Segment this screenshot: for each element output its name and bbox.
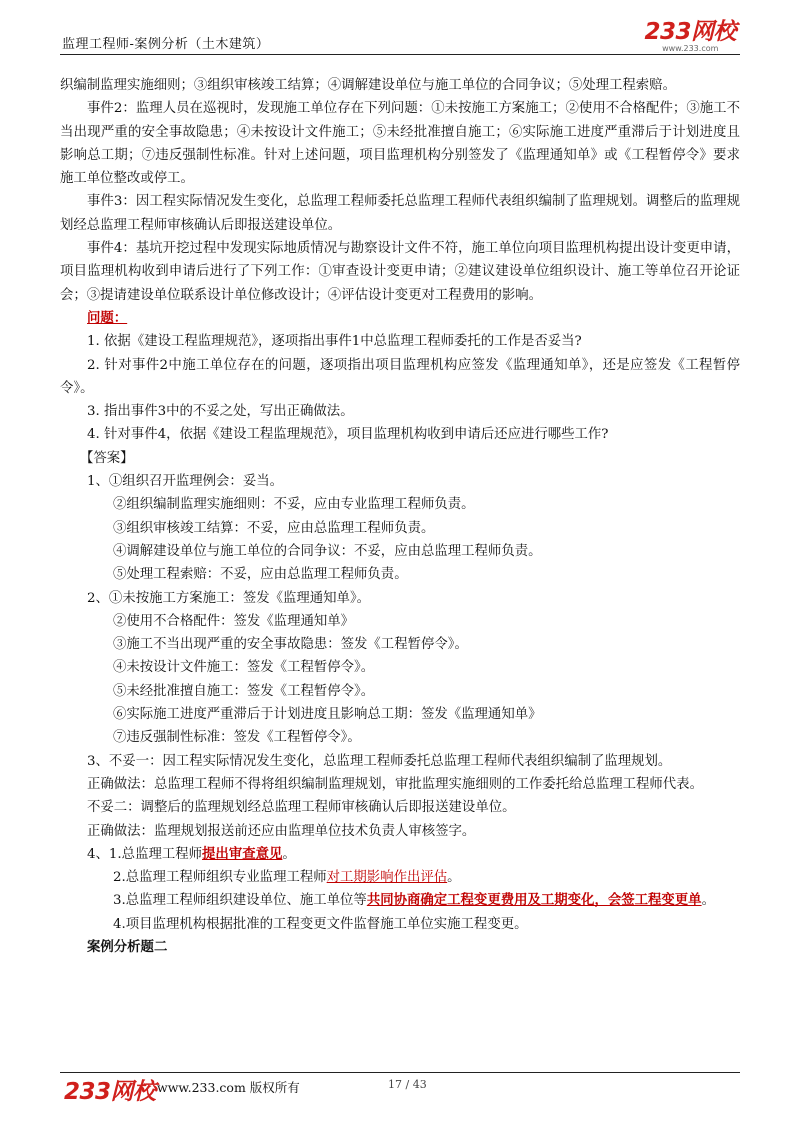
document-title: 监理工程师-案例分析（土木建筑） bbox=[62, 37, 270, 52]
header-divider bbox=[60, 54, 740, 55]
answer-4-item bbox=[60, 843, 740, 866]
answer-1-item: ⑤处理工程索赔：不妥，应由总监理工程师负责。 bbox=[113, 567, 408, 583]
question-heading-text: 问题： bbox=[87, 309, 128, 326]
footer-divider bbox=[60, 1072, 740, 1073]
answer-4-item bbox=[60, 889, 740, 912]
answer-1-item: 1、①组织召开监理例会：妥当。 bbox=[87, 474, 283, 490]
answer-2-item: ③施工不当出现严重的安全事故隐患：签发《工程暂停令》。 bbox=[113, 637, 468, 653]
answer-4-text: 2.总监理工程师组织专业监理工程师 bbox=[113, 870, 327, 886]
answer-4-highlight: 对工期影响作出评估 bbox=[326, 870, 448, 886]
answer-2-item: ④未按设计文件施工：签发《工程暂停令》。 bbox=[113, 660, 375, 676]
event-3-paragraph: 事件3：因工程实际情况发生变化，总监理工程师委托总监理工程师代表组织编制了监理规划。调整后的监理规划经总监理工程师审核确认后即报送建设单位。 bbox=[60, 194, 740, 233]
question-4: 4. 针对事件4，依据《建设工程监理规范》，项目监理机构收到申请后还应进行哪些工作? bbox=[87, 427, 609, 443]
answer-3-item: 正确做法：监理规划报送前还应由监理单位技术负责人审核签字。 bbox=[87, 823, 476, 839]
question-2: 2. 针对事件2中施工单位存在的问题，逐项指出项目监理机构应签发《监理通知单》，还是应签发《工程暂停令》。 bbox=[60, 357, 740, 396]
answer-4-highlight: 共同协商确定工程变更费用及工期变化，会签工程变更单 bbox=[366, 892, 702, 909]
answer-1-item: ③组织审核竣工结算：不妥，应由总监理工程师负责。 bbox=[113, 520, 435, 536]
answer-4-text: 4、1.总监理工程师 bbox=[87, 846, 203, 862]
answer-4-highlight: 提出审查意见 bbox=[202, 845, 283, 862]
answer-4-text: 。 bbox=[701, 893, 715, 909]
copyright-text: www.233.com 版权所有 bbox=[157, 1080, 300, 1095]
logo-brand-text: 233网校 bbox=[644, 19, 736, 45]
paragraph: 织编制监理实施细则；③组织审核竣工结算；④调解建设单位与施工单位的合同争议；⑤处理工程索赔。 bbox=[60, 78, 676, 93]
answer-4-item bbox=[60, 866, 740, 889]
section-title: 案例分析题二 bbox=[87, 938, 168, 955]
answer-3-item: 不妥二：调整后的监理规划经总监理工程师审核确认后即报送建设单位。 bbox=[87, 800, 516, 816]
answer-2-item: ⑤未经批准擅自施工：签发《工程暂停令》。 bbox=[113, 683, 375, 699]
answer-3-item: 3、不妥一：因工程实际情况发生变化，总监理工程师委托总监理工程师代表组织编制了监理规划。 bbox=[87, 753, 672, 769]
footer-logo[interactable]: 233网校 bbox=[64, 1079, 156, 1105]
answer-2-item: ②使用不合格配件：签发《监理通知单》 bbox=[113, 613, 355, 629]
event-4-paragraph: 事件4：基坑开挖过程中发现实际地质情况与勘察设计文件不符，施工单位向项目监理机构提出设计变更申请，项目监理机构收到申请后进行了下列工作：①审查设计变更申请；②建议建设单位组织设计、施工等单位召开论证会；③提请建设单位联系设计单位修改设计；④评估设计变更对工程费用的影响。 bbox=[60, 241, 740, 303]
answer-heading: 【答案】 bbox=[80, 450, 134, 466]
answer-4-text: 。 bbox=[447, 870, 461, 886]
answer-2-item: ⑦违反强制性标准：签发《工程暂停令》。 bbox=[113, 730, 361, 746]
page-number: 17 / 43 bbox=[388, 1078, 427, 1091]
answer-4-text: 3.总监理工程师组织建设单位、施工单位等 bbox=[113, 893, 367, 909]
site-logo[interactable] bbox=[644, 20, 736, 53]
answer-1-item: ②组织编制监理实施细则：不妥，应由专业监理工程师负责。 bbox=[113, 497, 475, 513]
question-3: 3. 指出事件3中的不妥之处，写出正确做法。 bbox=[87, 404, 354, 420]
document-body bbox=[60, 74, 740, 959]
question-heading bbox=[60, 307, 740, 330]
answer-4-text: 。 bbox=[282, 846, 296, 862]
answer-1-item: ④调解建设单位与施工单位的合同争议：不妥，应由总监理工程师负责。 bbox=[113, 543, 542, 559]
question-1: 1. 依据《建设工程监理规范》，逐项指出事件1中总监理工程师委托的工作是否妥当? bbox=[87, 334, 582, 350]
answer-2-item: ⑥实际施工进度严重滞后于计划进度且影响总工期：签发《监理通知单》 bbox=[113, 707, 542, 723]
logo-url-text: www.233.com bbox=[662, 44, 719, 53]
event-2-paragraph: 事件2：监理人员在巡视时，发现施工单位存在下列问题：①未按施工方案施工；②使用不合格配件；③施工不当出现严重的安全事故隐患；④未按设计文件施工；⑤未经批准擅自施工；⑥实际施工进度严重滞后于计划进度且影响总工期；⑦违反强制性标准。针对上述问题，项目监理机构分别签发了《监理通知单》或《工程暂停令》要求施工单位整改或停工。 bbox=[60, 101, 740, 187]
answer-3-item: 正确做法：总监理工程师不得将组织编制监理规划，审批监理实施细则的工作委托给总监理工程师代表。 bbox=[87, 776, 703, 792]
answer-4-item: 4.项目监理机构根据批准的工程变更文件监督施工单位实施工程变更。 bbox=[113, 916, 528, 932]
answer-2-item: 2、①未按施工方案施工：签发《监理通知单》。 bbox=[87, 590, 371, 606]
